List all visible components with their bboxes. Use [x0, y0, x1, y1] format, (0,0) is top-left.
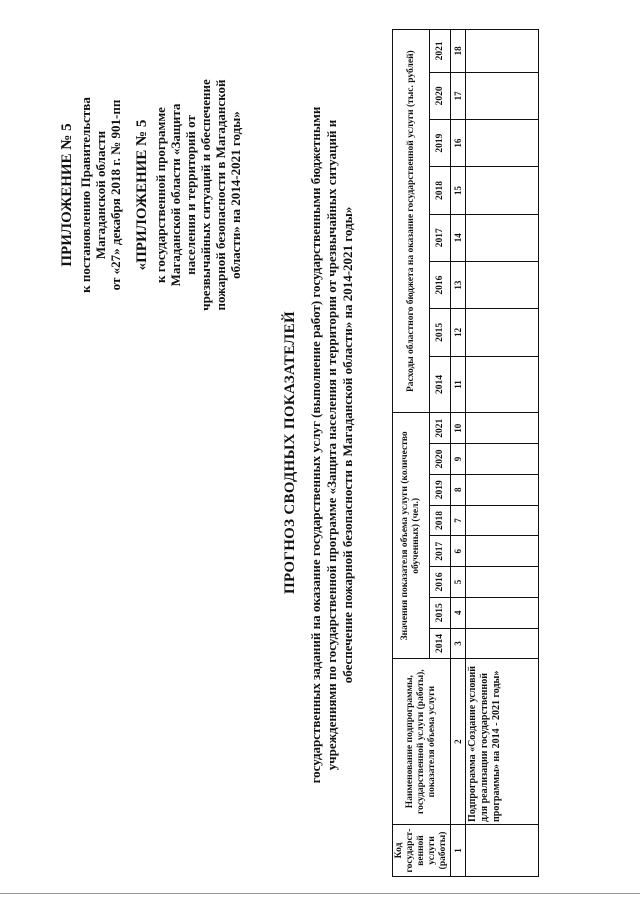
- forecast-title: ПРОГНОЗ СВОДНЫХ ПОКАЗАТЕЛЕЙ: [282, 311, 298, 594]
- year-expenses: 2015: [430, 309, 451, 356]
- expense-cell: [466, 214, 539, 261]
- column-number: 13: [451, 261, 466, 308]
- annex-line: от «27» декабря 2018 г. № 901-пп: [108, 99, 123, 291]
- annex-program-line: пожарной безопасности в Магаданской: [213, 79, 228, 311]
- column-number: 6: [451, 536, 466, 567]
- year-expenses: 2021: [430, 30, 451, 73]
- annex-title: ПРИЛОЖЕНИЕ № 5: [59, 123, 75, 267]
- year-volume: 2018: [430, 505, 451, 536]
- column-number: 7: [451, 505, 466, 536]
- expense-cell: [466, 356, 539, 413]
- annex-line: Магаданской области: [93, 130, 108, 260]
- year-expenses: 2016: [430, 261, 451, 308]
- year-expenses: 2020: [430, 72, 451, 119]
- year-volume: 2014: [430, 628, 451, 659]
- header-volume: Значения показателя объема услуги (количество обученных) (чел.): [393, 413, 430, 659]
- table-row: [466, 30, 539, 877]
- annex-program-line: населения и территорий от: [183, 115, 198, 275]
- indicators-table: [392, 29, 539, 877]
- year-volume: 2021: [430, 413, 451, 444]
- column-number: 9: [451, 444, 466, 475]
- annex-program-line: Магаданской области «Защита: [168, 103, 183, 287]
- year-expenses: 2017: [430, 214, 451, 261]
- column-number: 5: [451, 567, 466, 598]
- column-number: 4: [451, 597, 466, 628]
- year-expenses: 2014: [430, 356, 451, 413]
- column-number: 12: [451, 309, 466, 356]
- annex-block: [60, 45, 243, 345]
- expense-cell: [466, 120, 539, 167]
- annex-program-line: области» на 2014-2021 годы»: [228, 111, 243, 279]
- annex-line: к постановлению Правительства: [78, 97, 93, 293]
- column-number-row: [451, 30, 466, 877]
- page-edge-line: [0, 893, 640, 894]
- forecast-subtitle-line: государственных заданий на оказание государственных услуг (выполнение работ) государственными бюджетными: [308, 106, 323, 784]
- header-name: Наименование подпрограммы, государственной услуги (работы), показателя объема услуги: [393, 659, 451, 825]
- year-volume: 2019: [430, 474, 451, 505]
- forecast-subtitle-line: обеспечение пожарной безопасности в Магаданской области» на 2014-2021 годы»: [340, 206, 355, 684]
- column-number: 14: [451, 214, 466, 261]
- year-volume: 2016: [430, 567, 451, 598]
- column-number: 3: [451, 628, 466, 659]
- column-number: 17: [451, 72, 466, 119]
- header-expenses: Расходы областного бюджета на оказание государственной услуги (тыс. рублей): [393, 30, 430, 413]
- volume-cell: [466, 567, 539, 598]
- year-expenses: 2019: [430, 120, 451, 167]
- column-number: 15: [451, 167, 466, 214]
- column-number: 10: [451, 413, 466, 444]
- year-expenses: 2018: [430, 167, 451, 214]
- expense-cell: [466, 261, 539, 308]
- column-number: 16: [451, 120, 466, 167]
- volume-cell: [466, 628, 539, 659]
- volume-cell: [466, 505, 539, 536]
- expense-cell: [466, 30, 539, 73]
- volume-cell: [466, 597, 539, 628]
- forecast-subtitle: [308, 25, 356, 865]
- column-number: 18: [451, 30, 466, 73]
- row-code: [466, 824, 539, 876]
- annex-program-line: чрезвычайных ситуаций и обеспечение: [198, 79, 213, 311]
- year-volume: 2017: [430, 536, 451, 567]
- forecast-subtitle-line: учреждениями по государственной программе «Защита населения и территории от чрезвычайных ситуаций и: [324, 119, 339, 771]
- expense-cell: [466, 309, 539, 356]
- volume-cell: [466, 413, 539, 444]
- column-number: 11: [451, 356, 466, 413]
- column-number: 2: [451, 659, 466, 825]
- annex-title-program: «ПРИЛОЖЕНИЕ № 5: [134, 119, 150, 271]
- row-subprogram-name: Подпрограмма «Создание условий для реализации государственной программы» на 2014 - 2021 годы»: [466, 659, 539, 825]
- column-number: 8: [451, 474, 466, 505]
- annex-program-line: к государственной программе: [153, 107, 168, 283]
- expense-cell: [466, 167, 539, 214]
- expense-cell: [466, 72, 539, 119]
- header-code: Код государст-венной услуги (работы): [393, 824, 451, 876]
- volume-cell: [466, 474, 539, 505]
- column-number: 1: [451, 824, 466, 876]
- year-volume: 2020: [430, 444, 451, 475]
- volume-cell: [466, 536, 539, 567]
- volume-cell: [466, 444, 539, 475]
- year-volume: 2015: [430, 597, 451, 628]
